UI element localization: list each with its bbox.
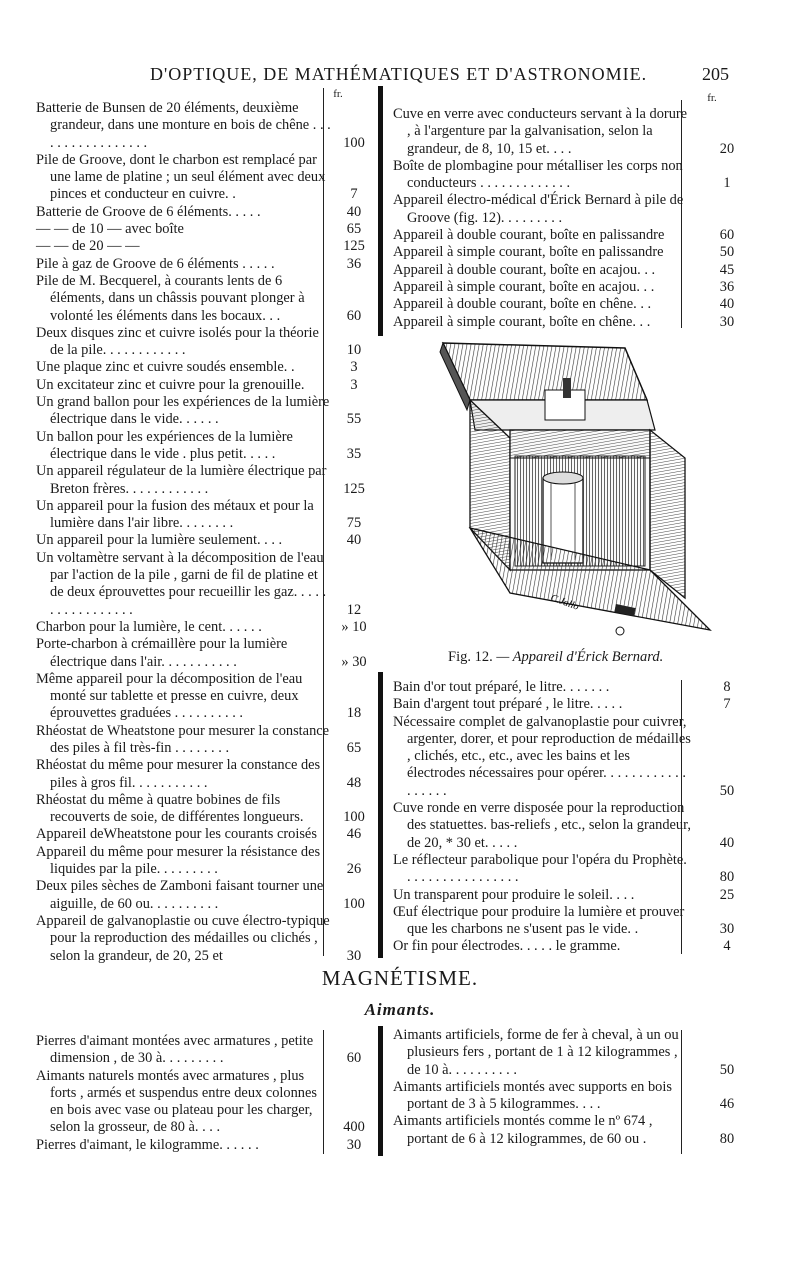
price-list-entry <box>36 324 362 360</box>
column-separator-bottom <box>378 1026 383 1156</box>
price-list-entry <box>36 670 362 723</box>
entry-description: Rhéostat du même pour mesurer la constance des piles à gros fil. . . . . . . . . . . <box>36 757 321 791</box>
section-title: MAGNÉTISME. <box>321 966 479 990</box>
price-list-entry <box>393 244 735 261</box>
entry-price: 60 <box>346 1050 362 1067</box>
price-list-entry <box>393 157 731 193</box>
entry-description: Le réflecteur parabolique pour l'opéra du Prophète. . . . . . . . . . . . . . . . . <box>393 851 687 886</box>
entry-description: Batterie de Bunsen de 20 éléments, deuxième grandeur, dans une monture en bois de chêne . . . . . . . . . . . . . . . . . <box>36 100 331 151</box>
price-list-entry <box>36 843 362 879</box>
right-column-top <box>393 106 733 331</box>
entry-description: Deux disques zinc et cuivre isolés pour la théorie de la pile. . . . . . . . . . . . <box>36 324 319 359</box>
entry-price: 36 <box>346 255 362 272</box>
entry-price: 55 <box>346 411 362 428</box>
entry-price: 60 <box>346 307 362 324</box>
entry-description: Appareil à simple courant, boîte en acajou. . . <box>393 278 655 295</box>
price-list-entry <box>393 278 735 296</box>
entry-description: Pierres d'aimant montées avec armatures , petite dimension , de 30 à. . . . . . . . . <box>36 1033 314 1067</box>
price-list-entry <box>393 1078 735 1114</box>
entry-description: Rhéostat du même à quatre bobines de fils recouverts de soie, de différentes longueurs. <box>36 791 304 826</box>
engraver-signature: C.Jallo <box>548 592 581 613</box>
entry-price: 125 <box>343 480 365 497</box>
entry-price: 60 <box>719 227 735 244</box>
magnet-left-column <box>36 1033 365 1154</box>
entry-description: Bain d'or tout préparé, le litre. . . . . . . <box>393 679 610 695</box>
entry-description: Un grand ballon pour les expériences de la lumière électrique dans le vide. . . . . . <box>36 394 330 428</box>
entry-description: Nécessaire complet de galvanoplastie pour cuivrer, argenter, dorer, et pour reproduction de médailles , clichés, etc., etc., avec les bains et les électrodes nécessaires pour opérer. . . . . . . . . . . . . . . . . . <box>393 713 691 799</box>
price-list-entry <box>36 100 365 152</box>
entry-price: 40 <box>346 532 362 549</box>
entry-price: 50 <box>719 782 735 799</box>
entry-description: Appareil de galvanoplastie ou cuve électro-typique pour la reproduction des médailles ou clichés , selon la grandeur, de 20, 25 et <box>36 912 330 964</box>
entry-price: 30 <box>346 1136 362 1153</box>
entry-description: Appareil deWheatstone pour les courants croisés <box>36 826 317 843</box>
price-list-entry <box>393 106 735 158</box>
entry-price: 1 <box>723 175 731 192</box>
entry-price: 50 <box>719 244 735 261</box>
price-list-entry <box>36 532 362 549</box>
price-list-entry <box>36 272 362 325</box>
entry-description: Cuve en verre avec conducteurs servant à la dorure , à l'argenture par la galvanisation, selon la grandeur, de 8, 10, 15 et. . . . <box>393 106 688 157</box>
entry-price: 80 <box>719 869 735 886</box>
entry-price: 10 <box>346 342 362 359</box>
price-list-entry <box>36 376 358 394</box>
entry-price: 12 <box>346 601 362 618</box>
entry-price: 18 <box>346 705 362 722</box>
price-list-entry <box>393 1113 735 1148</box>
price-list-entry <box>393 192 691 227</box>
price-list-entry <box>36 1067 365 1137</box>
electro-medical-apparatus-illustration <box>415 338 715 638</box>
entry-price: 30 <box>346 947 362 964</box>
column-separator-top <box>378 86 383 336</box>
entry-price: 25 <box>719 886 735 903</box>
entry-description: Un appareil pour la lumière seulement. . . . <box>36 532 283 549</box>
entry-description: Aimants artificiels, forme de fer à cheval, à un ou plusieurs fers , portant de 1 à 12 kilogrammes , de 10 à. . . . . . . . . . <box>393 1027 679 1078</box>
price-list-entry <box>36 826 362 843</box>
entry-description: Appareil à double courant, boîte en chêne. . . <box>393 296 652 313</box>
entry-price: 46 <box>346 826 362 843</box>
price-list-entry <box>393 886 735 904</box>
price-list-entry <box>36 428 362 464</box>
price-list-entry <box>36 618 367 636</box>
price-list-entry <box>36 463 365 498</box>
price-list-entry <box>36 203 362 221</box>
left-column <box>36 100 367 965</box>
entry-description: Aimants naturels montés avec armatures , plus forts , armés et suspendus entre deux colonnes en bois avec vase ou plateau pour les charger, selon la grosseur, de 80 à. . . . <box>36 1067 317 1136</box>
entry-price: 7 <box>350 186 358 203</box>
entry-price: 40 <box>719 296 735 313</box>
entry-description: Or fin pour électrodes. . . . . le gramme. <box>393 938 621 955</box>
entry-price: 4 <box>723 938 731 955</box>
price-list-entry <box>393 713 735 800</box>
price-list-entry <box>36 1033 362 1068</box>
price-list-entry <box>36 238 365 255</box>
price-list-entry <box>393 679 731 696</box>
entry-price: 80 <box>719 1130 735 1147</box>
entry-price: 30 <box>719 921 735 938</box>
entry-price: 36 <box>719 278 735 295</box>
entry-price: 8 <box>723 679 731 695</box>
price-list-entry <box>36 912 362 965</box>
entry-price: 100 <box>343 809 365 826</box>
price-list-entry <box>36 359 358 376</box>
entry-description: — — de 20 — — <box>36 238 140 255</box>
entry-description: Batterie de Groove de 6 éléments. . . . . <box>36 203 261 220</box>
entry-price: 100 <box>343 895 365 912</box>
price-list-entry <box>393 227 735 244</box>
entry-description: Charbon pour la lumière, le cent. . . . . . <box>36 618 262 635</box>
entry-price: 75 <box>346 515 362 532</box>
figure-12 <box>415 338 715 638</box>
entry-price: 26 <box>346 861 362 878</box>
entry-price: 40 <box>346 203 362 220</box>
price-list-entry <box>36 151 358 204</box>
entry-price: 45 <box>719 261 735 278</box>
entry-price: 35 <box>346 445 362 462</box>
price-list-entry <box>36 221 362 238</box>
page-number: 205 <box>702 64 729 84</box>
currency-label-left: fr. <box>333 88 343 100</box>
entry-price: 30 <box>719 313 735 330</box>
price-list-entry <box>393 296 735 313</box>
figure-caption <box>448 649 663 666</box>
column-separator-middle <box>378 672 383 958</box>
entry-description: Boîte de plombagine pour métalliser les corps non conducteurs . . . . . . . . . . . . . <box>393 157 683 192</box>
entry-description: Bain d'argent tout préparé , le litre. . . . . <box>393 696 623 713</box>
entry-price: 3 <box>350 376 358 393</box>
entry-description: Deux piles sèches de Zamboni faisant tourner une aiguille, de 60 ou. . . . . . . . . . <box>36 878 324 912</box>
entry-description: — — de 10 — avec boîte <box>36 221 184 238</box>
right-column-bottom <box>393 679 733 956</box>
entry-description: Appareil électro-médical d'Érick Bernard à pile de Groove (fig. 12). . . . . . . . . <box>393 192 684 226</box>
price-list-entry <box>393 261 735 279</box>
entry-price: 100 <box>343 134 365 151</box>
price-list-entry <box>393 313 735 331</box>
entry-description: Un appareil régulateur de la lumière électrique par Breton frères. . . . . . . . . . . . <box>36 463 327 497</box>
entry-price: 7 <box>723 696 731 713</box>
entry-description: Une plaque zinc et cuivre soudés ensemble. . <box>36 359 295 376</box>
entry-price: 125 <box>343 238 365 255</box>
price-list-entry <box>36 497 362 533</box>
price-list-entry <box>393 696 731 713</box>
entry-description: Appareil du même pour mesurer la résistance des liquides par la pile. . . . . . . . . <box>36 843 321 878</box>
price-list-entry <box>393 800 735 852</box>
entry-description: Un excitateur zinc et cuivre pour la grenouille. <box>36 376 305 393</box>
entry-description: Œuf électrique pour produire la lumière et prouver que les charbons ne s'usent pas le vide. . <box>393 903 685 938</box>
price-list-entry <box>36 394 362 429</box>
price-list-entry <box>393 903 735 939</box>
entry-description: Appareil à double courant, boîte en palissandre <box>393 227 665 244</box>
price-list-entry <box>393 851 735 887</box>
price-list-entry <box>36 549 362 619</box>
entry-description: Appareil à simple courant, boîte en palissandre <box>393 244 664 261</box>
entry-description: Appareil à double courant, boîte en acajou. . . <box>393 261 656 278</box>
entry-price: 46 <box>719 1096 735 1113</box>
entry-description: Pile de M. Becquerel, à courants lents de 6 éléments, dans un châssis pouvant plonger à volonté les éléments dans les bocaux. . . <box>36 272 305 324</box>
price-list-entry <box>36 722 362 758</box>
entry-price: 40 <box>719 834 735 851</box>
entry-description: Un voltamètre servant à la décomposition de l'eau par l'action de la pile , garni de fil de platine et de deux éprouvettes pour recueillir les gaz. . . . . . . . . . . . . . . . . <box>36 549 327 618</box>
entry-description: Un transparent pour produire le soleil. . . . <box>393 886 635 903</box>
entry-price: 48 <box>346 774 362 791</box>
entry-description: Un appareil pour la fusion des métaux et pour la lumière dans l'air libre. . . . . . . . <box>36 497 314 532</box>
entry-price: 65 <box>346 739 362 756</box>
entry-price: » 10 <box>341 618 367 635</box>
currency-label-right: fr. <box>707 92 717 104</box>
magnet-right-column <box>393 1027 733 1148</box>
entry-price: 65 <box>346 221 362 238</box>
entry-description: Pile à gaz de Groove de 6 éléments . . . . . <box>36 255 275 272</box>
entry-description: Cuve ronde en verre disposée pour la reproduction des statuettes. bas-reliefs , etc., selon la grandeur, de 20, * 30 et. . . . . <box>393 800 691 851</box>
entry-price: 3 <box>350 359 358 376</box>
figure-caption-text: — Appareil d'Érick Bernard. <box>496 649 664 665</box>
entry-price: 400 <box>343 1119 365 1136</box>
entry-description: Rhéostat de Wheatstone pour mesurer la constance des piles à fil très-fin . . . . . . . . <box>36 722 330 756</box>
entry-description: Pierres d'aimant, le kilogramme. . . . . . <box>36 1136 259 1153</box>
entry-description: Aimants artificiels montés avec supports en bois portant de 3 à 5 kilogrammes. . . . <box>393 1078 672 1113</box>
price-list-entry <box>36 636 367 671</box>
price-list-entry <box>393 1027 735 1079</box>
price-list-entry <box>36 878 365 913</box>
entry-price: 50 <box>719 1061 735 1078</box>
figure-caption-label: Fig. 12. <box>448 649 493 665</box>
entry-price: » 30 <box>341 653 367 670</box>
price-list-entry <box>393 938 731 955</box>
price-list-entry <box>36 757 362 792</box>
price-list-entry <box>36 791 365 827</box>
price-list-entry <box>36 255 362 273</box>
entry-description: Même appareil pour la décomposition de l'eau monté sur tablette et presse en cuivre, deux éprouvettes graduées . . . . . . . . . . <box>36 670 303 722</box>
running-title: D'OPTIQUE, DE MATHÉMATIQUES ET D'ASTRONOMIE. <box>150 64 648 84</box>
entry-description: Appareil à simple courant, boîte en chêne. . . <box>393 313 651 330</box>
price-list-entry <box>36 1136 362 1154</box>
entry-description: Un ballon pour les expériences de la lumière électrique dans le vide . plus petit. . . . . <box>36 428 293 462</box>
entry-price: 20 <box>719 140 735 157</box>
section-subtitle: Aimants. <box>364 1000 436 1019</box>
entry-description: Porte-charbon à crémaillère pour la lumière électrique dans l'air. . . . . . . . . . . <box>36 636 288 670</box>
entry-description: Aimants artificiels montés comme le nº 674 , portant de 6 à 12 kilogrammes, de 60 ou . <box>393 1113 653 1147</box>
entry-description: Pile de Groove, dont le charbon est remplacé par une lame de platine ; un seul élément avec deux pinces et conducteur en cuivre. . <box>36 151 326 203</box>
